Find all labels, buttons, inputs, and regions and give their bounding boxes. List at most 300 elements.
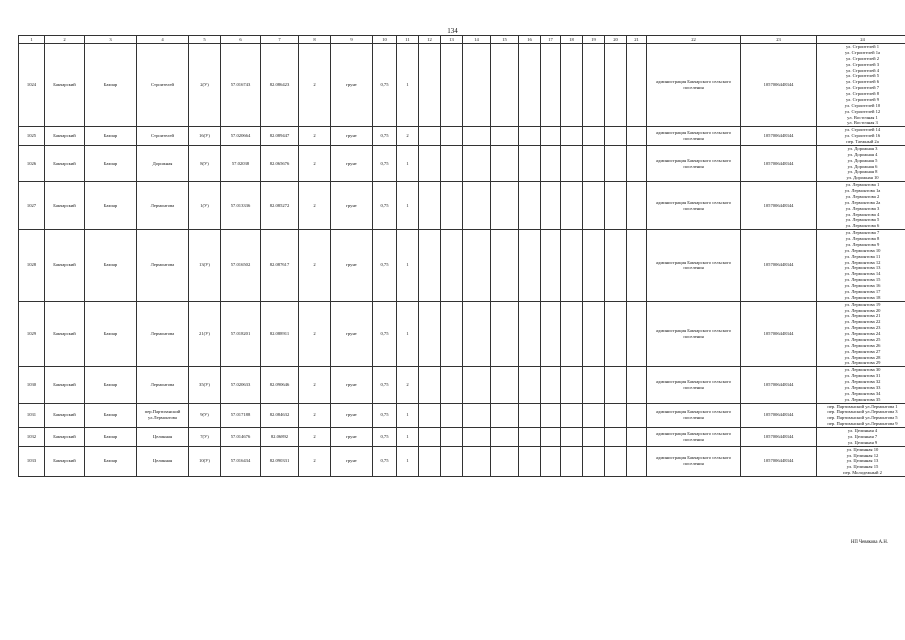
cell-empty (419, 428, 441, 447)
cell-waste-sources (817, 44, 905, 127)
column-number: 3 (85, 36, 137, 44)
source-address: ул. Лермонтова 19 (844, 301, 881, 307)
cell-house: 21(У) (189, 301, 221, 367)
cell-empty (541, 301, 561, 367)
cell-house: 7(У) (189, 428, 221, 447)
cell-count: 2 (299, 367, 331, 403)
cell-house: 1(У) (189, 182, 221, 230)
cell-empty (605, 446, 627, 476)
source-address: ул. Лермонтова 2 (845, 193, 880, 199)
source-address: ул. Строителей 16 (844, 133, 881, 139)
cell-empty (463, 145, 491, 181)
cell-empty (541, 403, 561, 428)
register-table (18, 35, 905, 477)
cell-count: 2 (299, 145, 331, 181)
cell-number: 1033 (19, 446, 45, 476)
cell-empty (491, 446, 519, 476)
cell-empty (583, 367, 605, 403)
source-address: ул. Лермонтова 34 (844, 390, 881, 396)
source-address: ул. Лермонтова 24 (844, 331, 881, 336)
source-address: ул. Лермонтова 28 (844, 354, 881, 360)
cell-number: 1030 (19, 367, 45, 403)
cell-surface: грунт (331, 428, 373, 447)
source-address: ул. Дорожная 8 (847, 169, 878, 175)
cell-containers: 1 (397, 446, 419, 476)
cell-district: Бакчарский (45, 446, 85, 476)
cell-ogrn: 1057006448344 (741, 428, 817, 447)
source-address: ул. Лермонтова 30 (844, 367, 881, 373)
cell-empty (491, 367, 519, 403)
cell-empty (583, 145, 605, 181)
cell-empty (419, 446, 441, 476)
cell-containers: 2 (397, 367, 419, 403)
cell-area: 0,75 (373, 301, 397, 367)
cell-empty (491, 301, 519, 367)
cell-surface: грунт (331, 127, 373, 146)
cell-surface: грунт (331, 403, 373, 428)
cell-empty (561, 230, 583, 302)
source-address: ул. Лермонтова 5 (845, 217, 880, 223)
source-address: пер. Молодежный 2 (843, 470, 882, 476)
source-address: ул. Строителей 10 (844, 102, 881, 108)
cell-empty (627, 367, 647, 403)
cell-ogrn: 1057006448344 (741, 145, 817, 181)
cell-count: 2 (299, 446, 331, 476)
cell-waste-sources (817, 230, 905, 302)
cell-empty (605, 301, 627, 367)
cell-empty (541, 44, 561, 127)
table-row (19, 428, 905, 447)
column-number: 1 (19, 36, 45, 44)
cell-empty (441, 230, 463, 302)
source-address: пер. Партизанский ул.Лермонтова 1 (827, 403, 898, 409)
source-address: ул. Лермонтова 33 (844, 384, 881, 390)
cell-containers: 1 (397, 403, 419, 428)
cell-empty (561, 428, 583, 447)
column-number: 16 (519, 36, 541, 44)
source-address: ул. Лермонтова 17 (844, 288, 881, 294)
cell-administration: администрация Бакчарского сельского поселения (647, 230, 741, 302)
cell-empty (463, 301, 491, 367)
cell-empty (561, 367, 583, 403)
cell-empty (419, 230, 441, 302)
cell-administration: администрация Бакчарского сельского поселения (647, 446, 741, 476)
cell-empty (491, 127, 519, 146)
source-address: ул. Строителей 7 (845, 85, 880, 91)
cell-number: 1032 (19, 428, 45, 447)
cell-empty (463, 127, 491, 146)
cell-empty (627, 145, 647, 181)
source-address: ул. Лермонтова 3 (845, 205, 880, 211)
cell-empty (463, 446, 491, 476)
column-number: 7 (261, 36, 299, 44)
cell-surface: грунт (331, 230, 373, 302)
cell-empty (419, 182, 441, 230)
cell-street: Целинная (137, 428, 189, 447)
cell-empty (561, 145, 583, 181)
cell-longitude: 82.065676 (261, 145, 299, 181)
cell-ogrn: 1057006448344 (741, 230, 817, 302)
cell-longitude: 82.084632 (261, 403, 299, 428)
cell-latitude: 57.013336 (221, 182, 261, 230)
source-address: ул. Строителей 6 (845, 79, 880, 85)
table-row (19, 145, 905, 181)
source-address: ул. Восточная 1 (847, 114, 878, 120)
cell-empty (627, 44, 647, 127)
cell-area: 0,75 (373, 44, 397, 127)
cell-containers: 1 (397, 145, 419, 181)
cell-empty (627, 403, 647, 428)
source-address: ул. Лермонтова 1 (845, 182, 880, 188)
source-address: ул. Строителей 12 (844, 108, 881, 114)
cell-district: Бакчарский (45, 403, 85, 428)
source-address: ул. Лермонтова 35 (844, 396, 881, 402)
cell-empty (541, 145, 561, 181)
cell-empty (605, 44, 627, 127)
cell-empty (419, 301, 441, 367)
column-number: 4 (137, 36, 189, 44)
source-address: ул. Лермонтова 22 (844, 319, 881, 325)
cell-street: Дорожная (137, 145, 189, 181)
table-row (19, 446, 905, 476)
source-address: ул. Лермонтова 20 (844, 307, 881, 313)
source-address: ул. Лермонтова 2а (844, 199, 881, 205)
cell-waste-sources (817, 367, 905, 403)
cell-empty (441, 182, 463, 230)
source-address: ул. Лермонтова 26 (844, 342, 881, 348)
cell-count: 2 (299, 44, 331, 127)
column-number: 2 (45, 36, 85, 44)
cell-ogrn: 1057006448344 (741, 367, 817, 403)
cell-administration: администрация Бакчарского сельского поселения (647, 145, 741, 181)
cell-surface: грунт (331, 145, 373, 181)
source-address: ул. Лермонтова 18 (844, 294, 881, 300)
cell-empty (463, 44, 491, 127)
cell-settlement: Бакчар (85, 145, 137, 181)
cell-area: 0,75 (373, 230, 397, 302)
cell-number: 1028 (19, 230, 45, 302)
cell-waste-sources (817, 428, 905, 447)
cell-empty (541, 127, 561, 146)
table-row (19, 127, 905, 146)
source-address: ул. Целинная 7 (847, 433, 878, 439)
cell-area: 0,75 (373, 145, 397, 181)
register-body (19, 44, 905, 477)
cell-administration: администрация Бакчарского сельского поселения (647, 428, 741, 447)
cell-empty (627, 428, 647, 447)
cell-count: 2 (299, 230, 331, 302)
cell-surface: грунт (331, 446, 373, 476)
source-address: ул. Лермонтова 7 (845, 230, 880, 236)
cell-settlement: Бакчар (85, 428, 137, 447)
cell-empty (561, 44, 583, 127)
source-address: пер. Партизанский ул.Лермонтова 5 (827, 415, 898, 421)
source-address: ул. Целинная 4 (847, 428, 878, 433)
cell-settlement: Бакчар (85, 182, 137, 230)
cell-empty (519, 182, 541, 230)
cell-longitude: 82.090646 (261, 367, 299, 403)
cell-empty (583, 44, 605, 127)
cell-empty (583, 230, 605, 302)
source-address: ул. Лермонтова 1а (844, 188, 881, 193)
source-address: ул. Лермонтова 11 (844, 253, 881, 259)
cell-empty (519, 230, 541, 302)
column-number: 22 (647, 36, 741, 44)
cell-house: 16(У) (189, 127, 221, 146)
cell-number: 1031 (19, 403, 45, 428)
cell-settlement: Бакчар (85, 127, 137, 146)
source-address: ул. Строителей 2 (845, 55, 880, 61)
cell-district: Бакчарский (45, 127, 85, 146)
cell-empty (627, 230, 647, 302)
cell-area: 0,75 (373, 446, 397, 476)
cell-empty (627, 301, 647, 367)
source-address: ул. Восточная 3 (847, 120, 878, 126)
cell-waste-sources (817, 182, 905, 230)
cell-empty (561, 301, 583, 367)
cell-empty (627, 182, 647, 230)
source-address: пер. Партизанский ул.Лермонтова 3 (827, 409, 898, 415)
cell-waste-sources (817, 403, 905, 428)
cell-surface: грунт (331, 44, 373, 127)
cell-house: 8(У) (189, 145, 221, 181)
cell-empty (605, 367, 627, 403)
source-address: ул. Дорожная 4 (847, 151, 878, 157)
column-number: 19 (583, 36, 605, 44)
cell-ogrn: 1057006448344 (741, 446, 817, 476)
cell-administration: администрация Бакчарского сельского поселения (647, 367, 741, 403)
cell-empty (491, 44, 519, 127)
cell-settlement: Бакчар (85, 367, 137, 403)
cell-district: Бакчарский (45, 428, 85, 447)
cell-empty (561, 182, 583, 230)
cell-waste-sources (817, 145, 905, 181)
cell-house: 2(У) (189, 44, 221, 127)
cell-number: 1026 (19, 145, 45, 181)
cell-empty (605, 145, 627, 181)
source-address: пер. Партизанский ул.Лермонтова 9 (827, 421, 898, 427)
cell-empty (491, 403, 519, 428)
page-number: 134 (447, 27, 458, 35)
source-address: ул. Лермонтова 4 (845, 211, 880, 217)
cell-empty (605, 428, 627, 447)
cell-empty (605, 127, 627, 146)
source-address: ул. Дорожная 5 (847, 157, 878, 163)
cell-latitude: 57.017188 (221, 403, 261, 428)
cell-district: Бакчарский (45, 145, 85, 181)
cell-empty (583, 127, 605, 146)
cell-count: 2 (299, 182, 331, 230)
table-row (19, 403, 905, 428)
cell-latitude: 57.020633 (221, 367, 261, 403)
cell-house: 13(У) (189, 230, 221, 302)
source-address: ул. Лермонтова 29 (844, 360, 881, 366)
cell-count: 2 (299, 428, 331, 447)
source-address: ул. Целинная 13 (846, 458, 879, 464)
cell-empty (441, 367, 463, 403)
column-number: 20 (605, 36, 627, 44)
column-number: 12 (419, 36, 441, 44)
cell-empty (441, 403, 463, 428)
cell-empty (627, 127, 647, 146)
cell-empty (441, 301, 463, 367)
cell-containers: 1 (397, 428, 419, 447)
cell-district: Бакчарский (45, 301, 85, 367)
cell-waste-sources (817, 446, 905, 476)
column-number: 8 (299, 36, 331, 44)
source-address: ул. Строителей 1 (845, 44, 880, 49)
cell-empty (519, 428, 541, 447)
cell-latitude: 57.016502 (221, 230, 261, 302)
cell-empty (519, 367, 541, 403)
cell-latitude: 57.016434 (221, 446, 261, 476)
cell-empty (491, 182, 519, 230)
cell-surface: грунт (331, 182, 373, 230)
source-address: ул. Лермонтова 15 (844, 277, 881, 283)
cell-empty (441, 428, 463, 447)
source-address: ул. Лермонтова 27 (844, 348, 881, 354)
cell-empty (583, 428, 605, 447)
cell-administration: администрация Бакчарского сельского поселения (647, 182, 741, 230)
source-address: ул. Лермонтова 14 (844, 271, 881, 277)
cell-number: 1027 (19, 182, 45, 230)
cell-containers: 1 (397, 301, 419, 367)
cell-settlement: Бакчар (85, 230, 137, 302)
cell-administration: администрация Бакчарского сельского поселения (647, 403, 741, 428)
cell-empty (519, 446, 541, 476)
cell-waste-sources (817, 127, 905, 146)
source-address: ул. Лермонтова 32 (844, 379, 881, 384)
cell-latitude: 57.016743 (221, 44, 261, 127)
source-address: ул. Целинная 15 (846, 464, 879, 470)
cell-street: Строителей (137, 127, 189, 146)
table-row (19, 182, 905, 230)
cell-ogrn: 1057006448344 (741, 182, 817, 230)
cell-empty (463, 428, 491, 447)
cell-empty (491, 145, 519, 181)
cell-longitude: 82.085272 (261, 182, 299, 230)
cell-street: Строителей (137, 44, 189, 127)
cell-settlement: Бакчар (85, 446, 137, 476)
cell-number: 1024 (19, 44, 45, 127)
cell-empty (605, 403, 627, 428)
cell-area: 0,75 (373, 403, 397, 428)
cell-latitude: 57.020664 (221, 127, 261, 146)
cell-street: Лермонтова (137, 182, 189, 230)
cell-number: 1025 (19, 127, 45, 146)
cell-latitude: 57.014676 (221, 428, 261, 447)
cell-containers: 1 (397, 182, 419, 230)
cell-empty (419, 44, 441, 127)
source-address: ул. Лермонтова 23 (844, 325, 881, 331)
cell-empty (441, 446, 463, 476)
cell-count: 2 (299, 127, 331, 146)
source-address: ул. Лермонтова 10 (844, 247, 881, 253)
source-address: ул. Строителей 4 (845, 67, 880, 73)
column-number: 10 (373, 36, 397, 44)
cell-empty (441, 127, 463, 146)
source-address: ул. Лермонтова 21 (844, 313, 881, 319)
cell-empty (463, 403, 491, 428)
cell-house: 10(У) (189, 446, 221, 476)
cell-district: Бакчарский (45, 230, 85, 302)
cell-empty (583, 182, 605, 230)
cell-empty (441, 44, 463, 127)
cell-settlement: Бакчар (85, 301, 137, 367)
cell-street: Лермонтова (137, 230, 189, 302)
source-address: ул. Дорожная 10 (846, 175, 879, 181)
cell-empty (541, 230, 561, 302)
signature: НП Чевякова А.Н. (850, 540, 888, 545)
cell-district: Бакчарский (45, 44, 85, 127)
cell-empty (491, 428, 519, 447)
cell-empty (441, 145, 463, 181)
cell-empty (519, 301, 541, 367)
cell-street: Лермонтова (137, 367, 189, 403)
source-address: ул. Целинная 9 (847, 439, 878, 445)
cell-number: 1029 (19, 301, 45, 367)
column-number: 17 (541, 36, 561, 44)
cell-surface: грунт (331, 367, 373, 403)
cell-latitude: 57.02038 (221, 145, 261, 181)
column-number: 14 (463, 36, 491, 44)
cell-empty (561, 403, 583, 428)
cell-administration: администрация Бакчарского сельского поселения (647, 301, 741, 367)
cell-waste-sources (817, 301, 905, 367)
cell-longitude: 82.088911 (261, 301, 299, 367)
cell-empty (605, 182, 627, 230)
source-address: ул. Лермонтова 8 (845, 236, 880, 241)
column-number: 24 (817, 36, 905, 44)
cell-containers: 1 (397, 230, 419, 302)
cell-containers: 2 (397, 127, 419, 146)
cell-house: 35(У) (189, 367, 221, 403)
cell-district: Бакчарский (45, 367, 85, 403)
source-address: ул. Лермонтова 6 (845, 223, 880, 229)
cell-area: 0,75 (373, 367, 397, 403)
cell-empty (541, 428, 561, 447)
cell-settlement: Бакчар (85, 44, 137, 127)
source-address: ул. Строителей 14 (844, 127, 881, 133)
cell-empty (419, 145, 441, 181)
cell-street: пер.Партизанский ул.Лермонтова (137, 403, 189, 428)
cell-ogrn: 1057006448344 (741, 403, 817, 428)
cell-longitude: 82.089447 (261, 127, 299, 146)
cell-district: Бакчарский (45, 182, 85, 230)
cell-empty (583, 301, 605, 367)
column-number-row (19, 36, 905, 44)
source-address: ул. Дорожная 3 (847, 145, 878, 151)
cell-empty (561, 127, 583, 146)
source-address: ул. Строителей 1а (844, 49, 881, 55)
cell-empty (463, 230, 491, 302)
cell-area: 0,75 (373, 182, 397, 230)
cell-ogrn: 1057006448344 (741, 44, 817, 127)
cell-ogrn: 1057006448344 (741, 301, 817, 367)
cell-empty (463, 367, 491, 403)
cell-empty (519, 44, 541, 127)
source-address: ул. Целинная 12 (846, 452, 879, 458)
table-row (19, 230, 905, 302)
cell-administration: администрация Бакчарского сельского поселения (647, 127, 741, 146)
cell-empty (519, 403, 541, 428)
cell-longitude: 82.086423 (261, 44, 299, 127)
source-address: ул. Лермонтова 31 (844, 373, 881, 379)
cell-surface: грунт (331, 301, 373, 367)
source-address: ул. Строителей 8 (845, 91, 880, 96)
cell-street: Целинная (137, 446, 189, 476)
column-number: 6 (221, 36, 261, 44)
